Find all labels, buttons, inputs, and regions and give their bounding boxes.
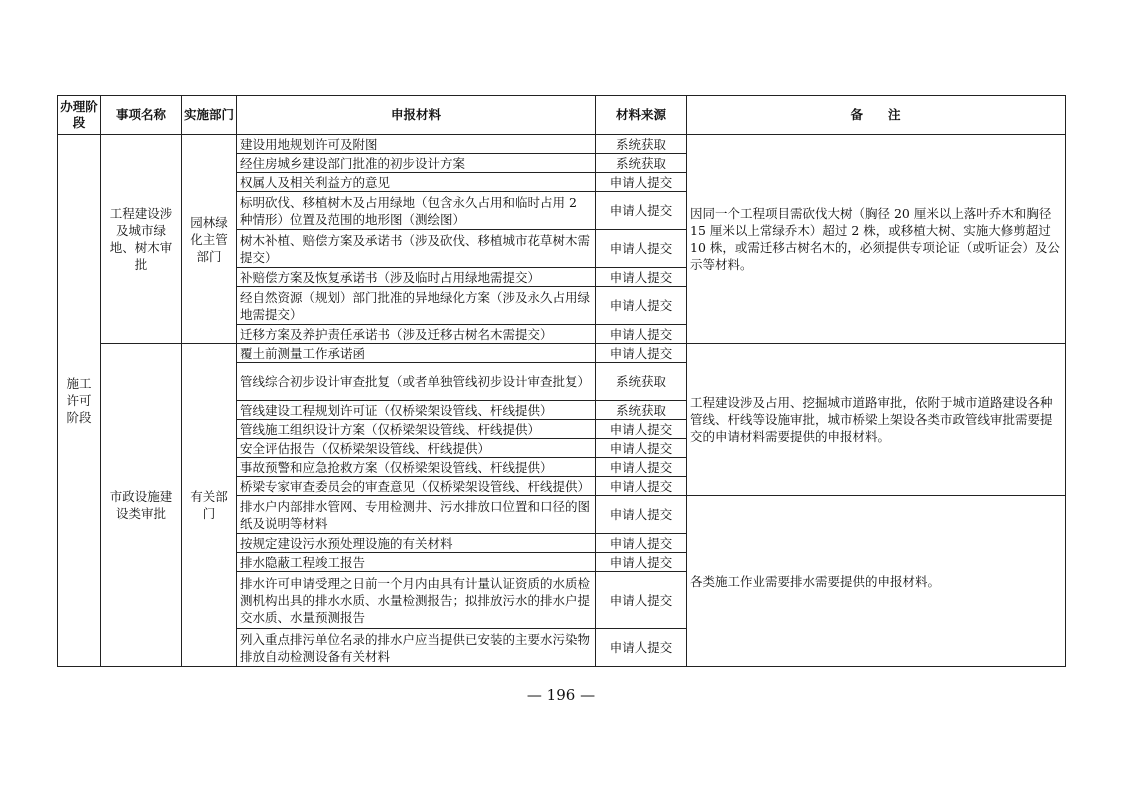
department-cell: 园林绿化主管部门 [182, 135, 237, 344]
material-cell: 补赔偿方案及恢复承诺书（涉及临时占用绿地需提交） [237, 268, 596, 287]
source-cell: 申请人提交 [596, 268, 687, 287]
header-materials: 申报材料 [237, 96, 596, 135]
remarks-cell: 工程建设涉及占用、挖掘城市道路审批，依附于城市道路建设各种管线、杆线等设施审批，城市桥梁上架设各类市政管线审批需要提交的申请材料需要提供的申报材料。 [687, 344, 1066, 496]
source-cell: 申请人提交 [596, 572, 687, 629]
application-materials-table [57, 95, 1066, 667]
source-cell: 系统获取 [596, 135, 687, 154]
source-cell: 申请人提交 [596, 192, 687, 230]
stage-cell: 施工许可阶段 [58, 135, 101, 667]
source-cell: 申请人提交 [596, 420, 687, 439]
material-cell: 经住房城乡建设部门批准的初步设计方案 [237, 154, 596, 173]
table-row [58, 135, 1066, 154]
header-source: 材料来源 [596, 96, 687, 135]
material-cell: 事故预警和应急抢救方案（仅桥梁架设管线、杆线提供） [237, 458, 596, 477]
source-cell: 系统获取 [596, 401, 687, 420]
material-cell: 标明砍伐、移植树木及占用绿地（包含永久占用和临时占用 2 种情形）位置及范围的地形图（测绘图） [237, 192, 596, 230]
material-cell: 列入重点排污单位名录的排水户应当提供已安装的主要水污染物排放自动检测设备有关材料 [237, 629, 596, 667]
material-cell: 覆土前测量工作承诺函 [237, 344, 596, 363]
header-stage: 办理阶段 [58, 96, 101, 135]
material-cell: 排水户内部排水管网、专用检测井、污水排放口位置和口径的图纸及说明等材料 [237, 496, 596, 534]
source-cell: 申请人提交 [596, 230, 687, 268]
item-name-cell: 市政设施建设类审批 [101, 344, 182, 667]
source-cell: 系统获取 [596, 154, 687, 173]
material-cell: 管线施工组织设计方案（仅桥梁架设管线、杆线提供） [237, 420, 596, 439]
remarks-cell: 因同一个工程项目需砍伐大树（胸径 20 厘米以上落叶乔木和胸径 15 厘米以上常绿乔木）超过 2 株，或移植大树、实施大修剪超过 10 株，或需迁移古树名木的，必须提供专项论证（或听证会）及公示等材料。 [687, 135, 1066, 344]
material-cell: 迁移方案及养护责任承诺书（涉及迁移古树名木需提交） [237, 325, 596, 344]
table-header-row [58, 96, 1066, 135]
material-cell: 树木补植、赔偿方案及承诺书（涉及砍伐、移植城市花草树木需提交） [237, 230, 596, 268]
source-cell: 申请人提交 [596, 173, 687, 192]
source-cell: 申请人提交 [596, 629, 687, 667]
material-cell: 经自然资源（规划）部门批准的异地绿化方案（涉及永久占用绿地需提交） [237, 287, 596, 325]
material-cell: 安全评估报告（仅桥梁架设管线、杆线提供） [237, 439, 596, 458]
material-cell: 权属人及相关利益方的意见 [237, 173, 596, 192]
material-cell: 按规定建设污水预处理设施的有关材料 [237, 534, 596, 553]
header-item-name: 事项名称 [101, 96, 182, 135]
source-cell: 申请人提交 [596, 287, 687, 325]
remarks-cell: 各类施工作业需要排水需要提供的申报材料。 [687, 496, 1066, 667]
header-remarks: 备注 [687, 96, 1066, 135]
source-cell: 申请人提交 [596, 458, 687, 477]
source-cell: 申请人提交 [596, 439, 687, 458]
table-row [58, 344, 1066, 363]
header-department: 实施部门 [182, 96, 237, 135]
material-cell: 排水许可申请受理之日前一个月内由具有计量认证资质的水质检测机构出具的排水水质、水量检测报告；拟排放污水的排水户提交水质、水量预测报告 [237, 572, 596, 629]
source-cell: 申请人提交 [596, 553, 687, 572]
material-cell: 桥梁专家审查委员会的审查意见（仅桥梁架设管线、杆线提供） [237, 477, 596, 496]
material-cell: 排水隐蔽工程竣工报告 [237, 553, 596, 572]
material-cell: 管线综合初步设计审查批复（或者单独管线初步设计审查批复） [237, 363, 596, 401]
source-cell: 申请人提交 [596, 344, 687, 363]
material-cell: 管线建设工程规划许可证（仅桥梁架设管线、杆线提供） [237, 401, 596, 420]
source-cell: 申请人提交 [596, 325, 687, 344]
source-cell: 申请人提交 [596, 477, 687, 496]
source-cell: 系统获取 [596, 363, 687, 401]
source-cell: 申请人提交 [596, 496, 687, 534]
material-cell: 建设用地规划许可及附图 [237, 135, 596, 154]
department-cell: 有关部门 [182, 344, 237, 667]
item-name-cell: 工程建设涉及城市绿地、树木审批 [101, 135, 182, 344]
source-cell: 申请人提交 [596, 534, 687, 553]
page-number: — 196 — [526, 686, 596, 704]
